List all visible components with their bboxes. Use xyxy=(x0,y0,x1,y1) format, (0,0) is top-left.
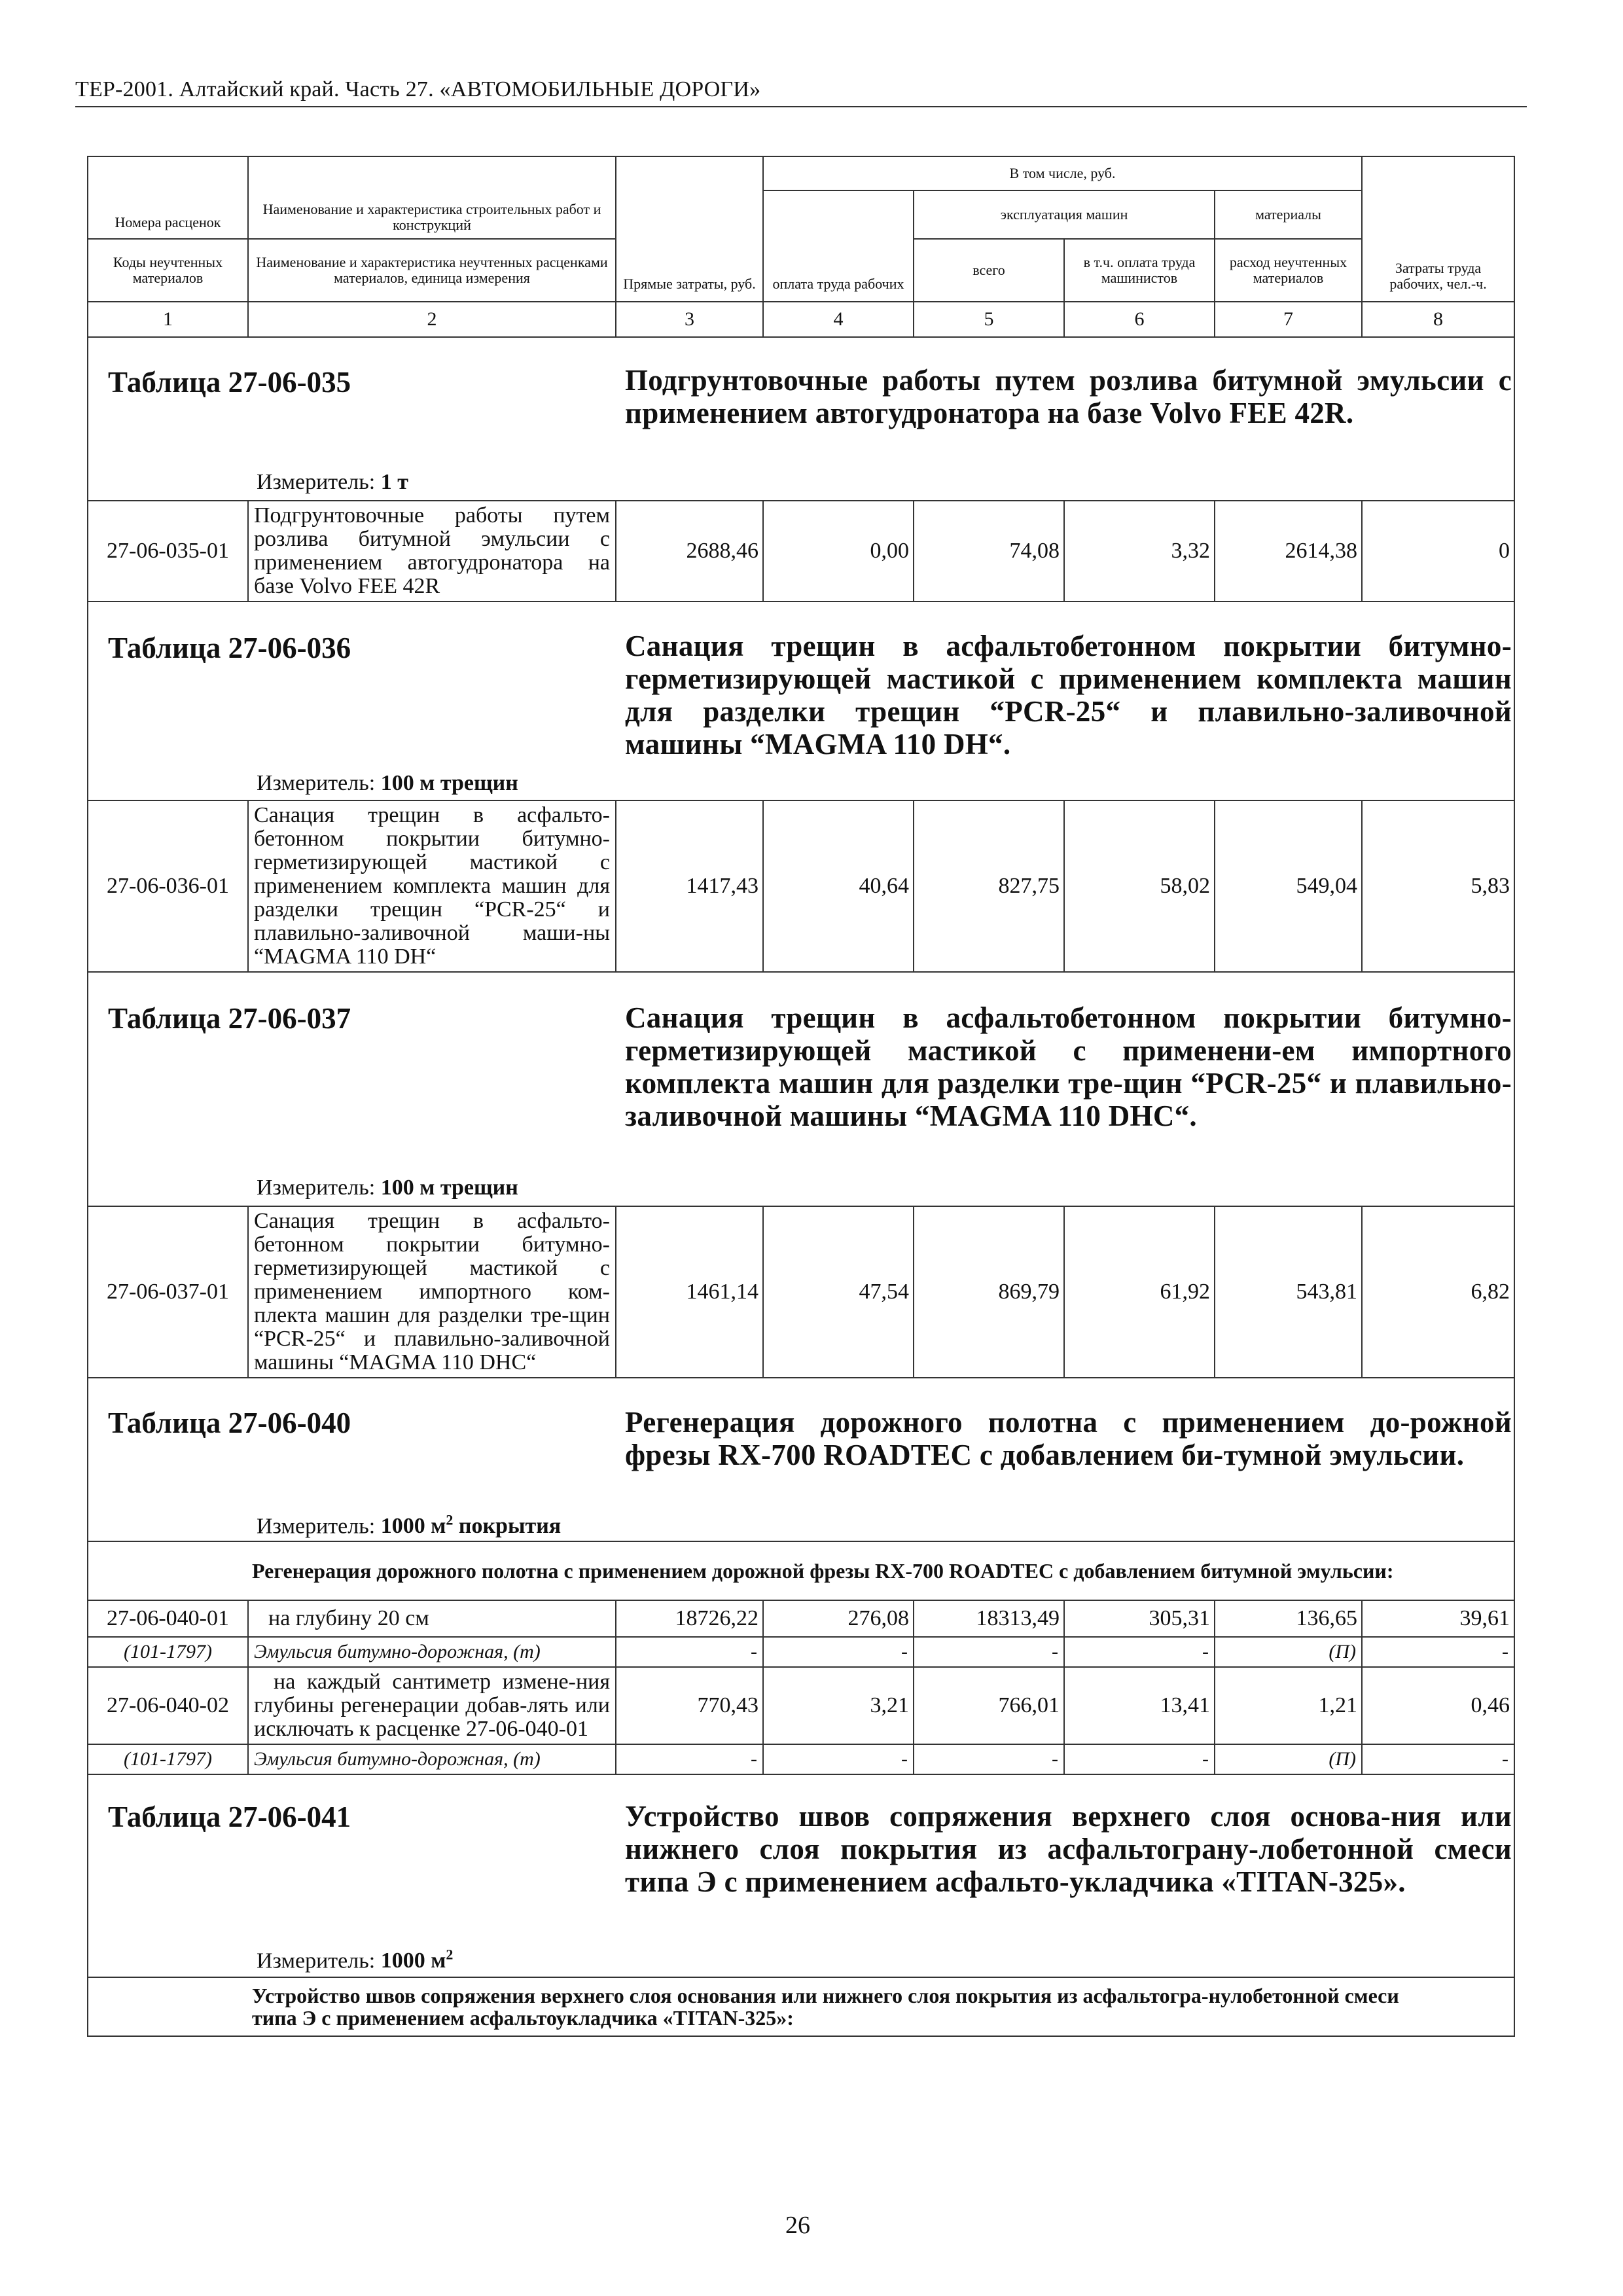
header-machines: эксплуатация машин xyxy=(914,190,1215,239)
materials-cost: 549,04 xyxy=(1215,800,1362,972)
meter-value: 100 м трещин xyxy=(380,771,518,795)
labor-hours: 0 xyxy=(1362,501,1514,601)
rate-description: Санация трещин в асфальто-бетонном покрытии битумно-герметизирующей мастикой с применением комплекта машин для разделки трещин “PCR-25“ и плавильно-заливочной маши-ны “MAGMA 110 DH“ xyxy=(248,800,616,972)
meter-label: Измеритель: xyxy=(257,470,376,494)
rate-description: на глубину 20 см xyxy=(248,1600,616,1637)
running-header: ТЕР-2001. Алтайский край. Часть 27. «АВТОМОБИЛЬНЫЕ ДОРОГИ» xyxy=(75,77,761,101)
labor-pay: 0,00 xyxy=(763,501,914,601)
header-col5: всего xyxy=(914,239,1064,302)
machinist-pay: 61,92 xyxy=(1064,1206,1215,1378)
header-col3: Прямые затраты, руб. xyxy=(616,156,763,302)
table-row xyxy=(88,1206,1514,1378)
section-meter xyxy=(257,470,408,495)
section-title: Таблица 27-06-041 xyxy=(108,1801,351,1833)
column-number: 3 xyxy=(616,302,763,337)
material-value: (П) xyxy=(1215,1744,1362,1774)
section-title: Таблица 27-06-036 xyxy=(108,632,351,664)
material-row xyxy=(88,1637,1514,1667)
material-description: Эмульсия битумно-дорожная, (т) xyxy=(248,1637,616,1667)
section-name: Подгрунтовочные работы путем розлива битумной эмульсии с применением автогудронатора на базе Volvo FEE 42R. xyxy=(625,364,1512,429)
table-row xyxy=(88,800,1514,972)
subsection-heading: Устройство швов сопряжения верхнего слоя основания или нижнего слоя покрытия из асфальтогра-нулобетонной смеси типа Э с применением асфальтоукладчика «TITAN-325»: xyxy=(88,1977,1514,2036)
section-header xyxy=(88,337,1514,501)
section-name: Регенерация дорожного полотна с применением до-рожной фрезы RX-700 ROADTEC с добавлением би-тумной эмульсии. xyxy=(625,1406,1512,1471)
header-col6: в т.ч. оплата труда машинистов xyxy=(1064,239,1215,302)
meter-superscript: 2 xyxy=(446,1512,454,1528)
section-meter xyxy=(257,1175,518,1200)
header-rule xyxy=(75,106,1527,107)
header-col8: Затраты труда рабочих, чел.-ч. xyxy=(1362,156,1514,302)
material-value: - xyxy=(616,1637,763,1667)
rate-description: на каждый сантиметр измене-ния глубины регенерации добав-лять или исключать к расценке 27-06-040-01 xyxy=(248,1667,616,1744)
material-description: Эмульсия битумно-дорожная, (т) xyxy=(248,1744,616,1774)
material-value: - xyxy=(763,1744,914,1774)
machinist-pay: 58,02 xyxy=(1064,800,1215,972)
labor-pay: 3,21 xyxy=(763,1667,914,1744)
machines-total: 74,08 xyxy=(914,501,1064,601)
column-number-row xyxy=(88,302,1514,337)
direct-costs: 2688,46 xyxy=(616,501,763,601)
table-row xyxy=(88,1600,1514,1637)
section-name: Санация трещин в асфальтобетонном покрытии битумно-герметизирующей мастикой с применением комплекта машин для разделки трещин “PCR-25“ и плавильно-заливочной машины “MAGMA 110 DH“. xyxy=(625,630,1512,761)
machines-total: 827,75 xyxy=(914,800,1064,972)
labor-pay: 47,54 xyxy=(763,1206,914,1378)
meter-superscript: 2 xyxy=(446,1946,454,1963)
section-name: Устройство швов сопряжения верхнего слоя основа-ния или нижнего слоя покрытия из асфальтограну-лобетонной смеси типа Э с применением асфальто-укладчика «TITAN-325». xyxy=(625,1800,1512,1898)
materials-cost: 1,21 xyxy=(1215,1667,1362,1744)
meter-label: Измеритель: xyxy=(257,1948,376,1973)
meter-tail: покрытия xyxy=(453,1514,562,1539)
meter-label: Измеритель: xyxy=(257,1175,376,1200)
section-header xyxy=(88,972,1514,1206)
header-col4: оплата труда рабочих xyxy=(763,190,914,302)
rate-code: 27-06-037-01 xyxy=(88,1206,248,1378)
material-value: (П) xyxy=(1215,1637,1362,1667)
column-number: 5 xyxy=(914,302,1064,337)
materials-cost: 2614,38 xyxy=(1215,501,1362,601)
column-number: 1 xyxy=(88,302,248,337)
material-value: - xyxy=(1064,1637,1215,1667)
meter-value: 100 м трещин xyxy=(380,1175,518,1200)
section-header xyxy=(88,1774,1514,1977)
machinist-pay: 13,41 xyxy=(1064,1667,1215,1744)
section-meter xyxy=(257,1512,561,1539)
material-value: - xyxy=(1362,1637,1514,1667)
section-name: Санация трещин в асфальтобетонном покрытии битумно-герметизирующей мастикой с применени-ем импортного комплекта машин для разделки тре-щин “PCR-25“ и плавильно-заливочной машины “MAGMA 110 DHC“. xyxy=(625,1001,1512,1132)
rate-description: Санация трещин в асфальто-бетонном покрытии битумно-герметизирующей мастикой с применением импортного ком-плекта машин для разделки тре-щин “PCR-25“ и плавильно-заливочной машины “MAGMA 110 DHC“ xyxy=(248,1206,616,1378)
column-number: 6 xyxy=(1064,302,1215,337)
rate-code: 27-06-040-02 xyxy=(88,1667,248,1744)
column-number: 7 xyxy=(1215,302,1362,337)
labor-hours: 5,83 xyxy=(1362,800,1514,972)
subsection-heading: Регенерация дорожного полотна с применением дорожной фрезы RX-700 ROADTEC с добавлением битумной эмульсии: xyxy=(88,1541,1514,1600)
direct-costs: 1461,14 xyxy=(616,1206,763,1378)
meter-label: Измеритель: xyxy=(257,1514,376,1539)
table-row xyxy=(88,1667,1514,1744)
column-number: 8 xyxy=(1362,302,1514,337)
labor-hours: 0,46 xyxy=(1362,1667,1514,1744)
table-row xyxy=(88,501,1514,601)
section-title: Таблица 27-06-037 xyxy=(108,1002,351,1035)
labor-hours: 6,82 xyxy=(1362,1206,1514,1378)
header-materials: материалы xyxy=(1215,190,1362,239)
material-code: (101-1797) xyxy=(88,1637,248,1667)
section-title: Таблица 27-06-040 xyxy=(108,1407,351,1439)
meter-label: Измеритель: xyxy=(257,771,376,795)
materials-cost: 136,65 xyxy=(1215,1600,1362,1637)
direct-costs: 1417,43 xyxy=(616,800,763,972)
material-value: - xyxy=(914,1744,1064,1774)
machines-total: 18313,49 xyxy=(914,1600,1064,1637)
labor-hours: 39,61 xyxy=(1362,1600,1514,1637)
material-value: - xyxy=(1362,1744,1514,1774)
labor-pay: 276,08 xyxy=(763,1600,914,1637)
header-col7: расход неучтенных материалов xyxy=(1215,239,1362,302)
header-col2-top: Наименование и характеристика строительных работ и конструкций xyxy=(248,156,616,239)
header-col1-top: Номера расценок xyxy=(88,156,248,239)
rate-code: 27-06-035-01 xyxy=(88,501,248,601)
section-title: Таблица 27-06-035 xyxy=(108,366,351,399)
rate-code: 27-06-040-01 xyxy=(88,1600,248,1637)
section-header xyxy=(88,1378,1514,1541)
direct-costs: 18726,22 xyxy=(616,1600,763,1637)
material-value: - xyxy=(914,1637,1064,1667)
meter-value: 1 т xyxy=(380,470,408,494)
direct-costs: 770,43 xyxy=(616,1667,763,1744)
meter-value: 1000 м xyxy=(380,1948,446,1973)
section-meter xyxy=(257,771,518,796)
material-value: - xyxy=(1064,1744,1215,1774)
materials-cost: 543,81 xyxy=(1215,1206,1362,1378)
column-number: 2 xyxy=(248,302,616,337)
rate-code: 27-06-036-01 xyxy=(88,800,248,972)
header-col2-bottom: Наименование и характеристика неучтенных расценками материалов, единица измерения xyxy=(248,239,616,302)
labor-pay: 40,64 xyxy=(763,800,914,972)
section-header xyxy=(88,601,1514,800)
page-number: 26 xyxy=(785,2212,810,2239)
machines-total: 766,01 xyxy=(914,1667,1064,1744)
material-row xyxy=(88,1744,1514,1774)
column-number: 4 xyxy=(763,302,914,337)
header-incl: В том числе, руб. xyxy=(763,156,1362,190)
material-value: - xyxy=(763,1637,914,1667)
header-col1-bottom: Коды неучтенных материалов xyxy=(88,239,248,302)
material-code: (101-1797) xyxy=(88,1744,248,1774)
machinist-pay: 305,31 xyxy=(1064,1600,1215,1637)
machinist-pay: 3,32 xyxy=(1064,501,1215,601)
machines-total: 869,79 xyxy=(914,1206,1064,1378)
rate-description: Подгрунтовочные работы путем розлива битумной эмульсии с применением автогудронатора на базе Volvo FEE 42R xyxy=(248,501,616,601)
meter-value: 1000 м xyxy=(380,1514,446,1539)
section-meter xyxy=(257,1946,453,1973)
material-value: - xyxy=(616,1744,763,1774)
rates-table xyxy=(87,156,1515,2037)
